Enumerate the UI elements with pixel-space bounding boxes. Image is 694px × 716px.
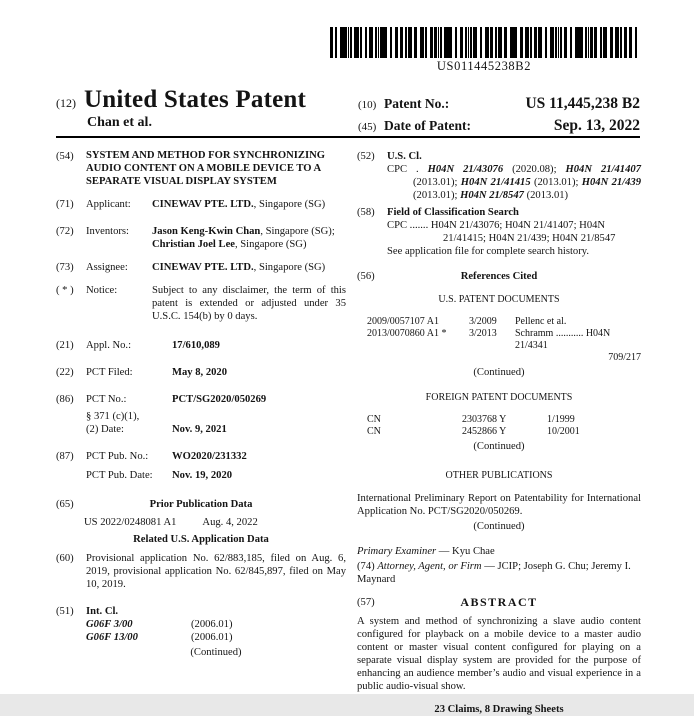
field-code-71: (71) <box>56 199 74 211</box>
us-patent-doc-row <box>367 328 641 352</box>
invention-title: SYSTEM AND METHOD FOR SYNCHRONIZING AUDIO CONTENT ON A MOBILE DEVICE TO A SEPARATE VISUAL DISPLAY SYSTEM <box>86 150 325 187</box>
patent-number-value: US 11,445,238 B2 <box>525 95 640 112</box>
field-search-body <box>387 206 641 258</box>
pct-pub-no-label: PCT Pub. No.: <box>86 451 149 463</box>
continued-note: (Continued) <box>473 521 525 532</box>
provisional-text: Provisional application No. 62/883,185, filed on Aug. 6, 2019, provisional application No. 62/845,897, filed on May 10, 2019. <box>86 553 346 591</box>
int-cl-body <box>86 605 346 659</box>
field-code-52: (52) <box>357 151 375 162</box>
prior-publication-row <box>56 516 346 529</box>
section-371-line: § 371 (c)(1), <box>86 411 140 423</box>
assignee-entry <box>56 261 346 274</box>
applicant-row <box>86 198 346 211</box>
pct-pub-entry <box>56 450 346 482</box>
int-cl-row <box>86 618 346 631</box>
int-cl-entry <box>56 605 346 659</box>
int-cl-heading: Int. Cl. <box>86 606 119 618</box>
foreign-docs-table <box>357 414 641 438</box>
pct-371-date-row <box>86 423 346 436</box>
applicant-entry <box>56 198 346 211</box>
us-patent-docs-heading: U.S. PATENT DOCUMENTS <box>438 294 560 305</box>
field-code-10: (10) <box>358 99 377 111</box>
field-code-86: (86) <box>56 394 74 406</box>
barcode-bars-icon <box>330 27 638 58</box>
inventors-row <box>86 225 346 251</box>
inventors-value: Jason Keng-Kwin Chan, Singapore (SG); Christian Joel Lee, Singapore (SG) <box>152 226 335 251</box>
pct-pub-no-row <box>86 450 346 463</box>
us-doc-number: 2009/0057107 A1 <box>367 316 439 327</box>
abstract-entry <box>357 596 641 693</box>
foreign-doc-date: 1/1999 <box>547 414 575 425</box>
pct-pub-no-value: WO2020/231332 <box>172 451 247 463</box>
claims-sheets-line: 23 Claims, 8 Drawing Sheets <box>434 704 564 715</box>
patent-date-value: Sep. 13, 2022 <box>553 117 640 134</box>
pct-no-body <box>86 393 346 436</box>
field-code-21: (21) <box>56 340 74 352</box>
foreign-docs-heading: FOREIGN PATENT DOCUMENTS <box>425 392 573 403</box>
other-publications-heading: OTHER PUBLICATIONS <box>445 470 553 481</box>
appl-no-entry <box>56 339 346 352</box>
field-code-87: (87) <box>56 451 74 463</box>
patent-date-label: Date of Patent: <box>384 118 471 133</box>
us-doc-date: 3/2009 <box>469 316 497 327</box>
continued-note: (Continued) <box>473 367 525 378</box>
provisional-entry <box>56 552 346 591</box>
notice-text: Subject to any disclaimer, the term of this patent is extended or adjusted under 35 U.S.C. 154(b) by 0 days. <box>152 285 346 323</box>
abstract-heading: ABSTRACT <box>460 595 538 609</box>
us-cl-body <box>387 150 641 202</box>
notice-label: Notice: <box>86 285 118 297</box>
int-cl-code: G06F 13/00 <box>86 632 138 644</box>
field-code-56: (56) <box>357 271 375 282</box>
pct-filed-value: May 8, 2020 <box>172 367 228 379</box>
foreign-doc-date: 10/2001 <box>547 426 580 437</box>
pct-pub-date-row <box>86 469 346 482</box>
barcode-text: US011445238B2 <box>436 59 532 73</box>
patent-title-line <box>56 86 306 114</box>
int-cl-version: (2006.01) <box>191 632 233 644</box>
prior-publication-entry <box>56 498 346 529</box>
int-cl-row <box>86 631 346 644</box>
foreign-doc-number: 2452866 Y <box>462 426 507 437</box>
appl-no-value: 17/610,089 <box>172 340 220 352</box>
foreign-doc-row <box>357 426 641 438</box>
int-cl-code: G06F 3/00 <box>86 619 133 631</box>
patent-number-label: Patent No.: <box>384 96 450 111</box>
field-search-heading: Field of Classification Search <box>387 207 519 218</box>
us-doc-name: Schramm ........... H04N 21/4341 <box>515 328 611 351</box>
us-doc-class-overflow: 709/217 <box>608 352 641 363</box>
prior-publication-date: Aug. 4, 2022 <box>202 517 258 529</box>
assignee-value: CINEWAV PTE. LTD., Singapore (SG) <box>152 262 326 274</box>
appl-no-label: Appl. No.: <box>86 340 132 352</box>
foreign-doc-number: 2303768 Y <box>462 414 507 425</box>
page-title: United States Patent <box>84 86 307 113</box>
field-code-65: (65) <box>56 499 74 511</box>
left-column <box>56 150 346 659</box>
inventor-short-name: Chan et al. <box>87 115 152 130</box>
patent-number-row <box>358 95 640 113</box>
assignee-label: Assignee: <box>86 262 128 274</box>
continued-note: (Continued) <box>473 441 525 452</box>
field-code-72: (72) <box>56 226 74 238</box>
field-search-entry <box>357 206 641 258</box>
field-code-60: (60) <box>56 553 74 565</box>
field-code-51: (51) <box>56 606 74 618</box>
int-cl-version: (2006.01) <box>191 619 233 631</box>
pct-filed-entry <box>56 366 346 379</box>
pct-pub-date-label: PCT Pub. Date: <box>86 470 153 482</box>
pct-no-row <box>86 393 346 406</box>
field-code-star: ( * ) <box>56 285 74 297</box>
appl-no-row <box>86 339 346 352</box>
notice-entry <box>56 284 346 323</box>
us-cl-heading: U.S. Cl. <box>387 151 422 162</box>
inventors-entry <box>56 225 346 251</box>
pct-filed-row <box>86 366 346 379</box>
patent-header-left <box>56 86 306 131</box>
primary-examiner-line: Primary Examiner — Kyu Chae <box>357 546 495 557</box>
abstract-text: A system and method of synchronizing a slave audio content configured for playback on a mobile device to a master audio content or master visual content configured for playing on a separate visual display system are provided for the purpose of enhancing an audience member’s audio and visual experience in a public audio-visual show. <box>357 616 641 692</box>
field-code-58: (58) <box>357 207 375 218</box>
field-code-57: (57) <box>357 597 375 608</box>
pct-no-entry <box>56 393 346 436</box>
patent-date-row <box>358 117 640 135</box>
field-code-45: (45) <box>358 121 377 133</box>
foreign-doc-country: CN <box>367 426 381 437</box>
prior-publication-heading: Prior Publication Data <box>149 499 253 511</box>
foreign-doc-country: CN <box>367 414 381 425</box>
field-code-54: (54) <box>56 151 74 162</box>
inventors-label: Inventors: <box>86 226 129 238</box>
us-cl-entry <box>357 150 641 202</box>
pct-371-date-label: (2) Date: <box>86 424 124 436</box>
field-search-cpc-line: CPC ....... H04N 21/43076; H04N 21/41407; H04N 21/41415; H04N 21/439; H04N 21/8547 <box>387 220 616 244</box>
pct-pub-date-value: Nov. 19, 2020 <box>172 470 233 482</box>
field-search-note: See application file for complete search history. <box>387 246 589 257</box>
references-heading: References Cited <box>460 271 538 282</box>
attorney-line: (74) Attorney, Agent, or Firm — JCIP; Joseph G. Chu; Jeremy I. Maynard <box>357 561 631 585</box>
continued-note: (Continued) <box>190 647 242 659</box>
notice-row <box>86 284 346 323</box>
applicant-value: CINEWAV PTE. LTD., Singapore (SG) <box>152 199 326 211</box>
us-patent-docs-table <box>357 316 641 364</box>
right-column <box>357 150 641 716</box>
pct-filed-label: PCT Filed: <box>86 367 133 379</box>
other-publications-text: International Preliminary Report on Patentability for International Application No. PCT/SG2020/050269. <box>357 493 641 517</box>
us-doc-date: 3/2013 <box>469 328 497 339</box>
invention-title-entry <box>56 150 346 188</box>
us-patent-doc-row <box>367 316 641 328</box>
prior-publication-number: US 2022/0248081 A1 <box>84 517 177 529</box>
patent-header-right <box>358 95 640 139</box>
references-entry <box>357 270 641 283</box>
pct-no-value: PCT/SG2020/050269 <box>172 394 267 406</box>
field-code-73: (73) <box>56 262 74 274</box>
header-divider <box>56 136 640 138</box>
related-data-heading: Related U.S. Application Data <box>133 534 269 546</box>
pct-371-date-value: Nov. 9, 2021 <box>172 424 227 436</box>
barcode <box>330 27 638 74</box>
us-cl-cpc-text: CPC . H04N 21/43076 (2020.08); H04N 21/41407 (2013.01); H04N 21/41415 (2013.01); H04N 21/439 (2013.01); H04N 21/8547 (2013.01) <box>387 164 642 201</box>
pct-pub-body <box>86 450 346 482</box>
us-doc-number: 2013/0070860 A1 * <box>367 328 447 339</box>
kind-code: (12) <box>56 96 76 110</box>
us-doc-name: Pellenc et al. <box>515 316 567 327</box>
applicant-label: Applicant: <box>86 199 131 211</box>
field-code-22: (22) <box>56 367 74 379</box>
assignee-row <box>86 261 346 274</box>
pct-no-label: PCT No.: <box>86 394 127 406</box>
foreign-doc-row <box>357 414 641 426</box>
